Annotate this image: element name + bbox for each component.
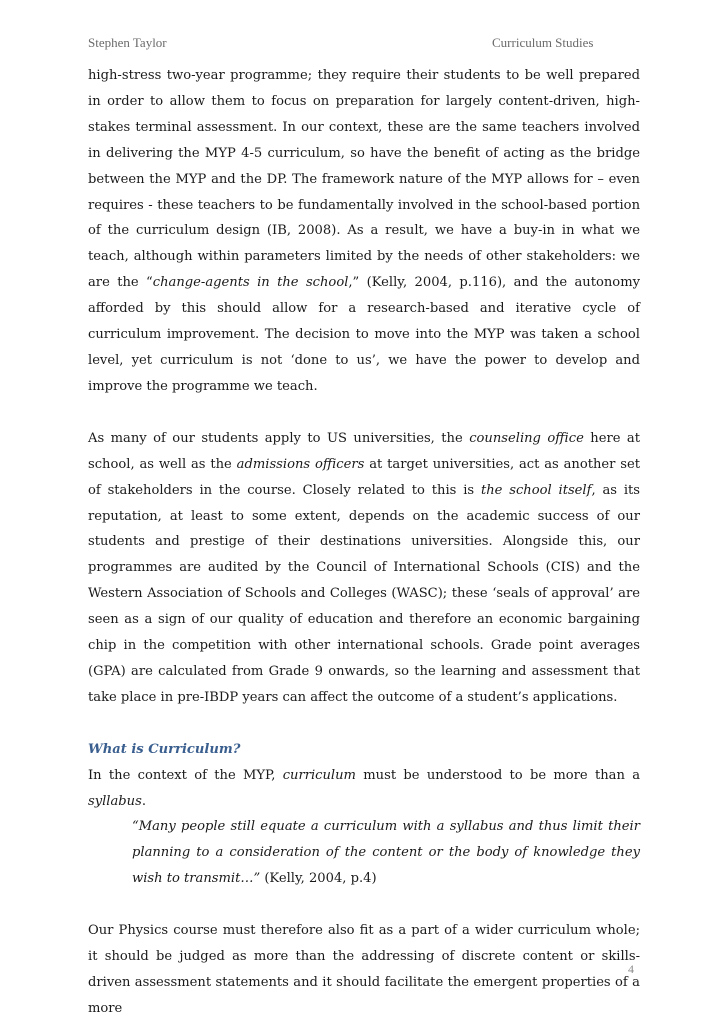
header-course-title: Curriculum Studies [492,35,594,50]
page-number: 4 [628,962,634,976]
paragraph-stakeholders-universities: As many of our students apply to US universities, the counseling office here at school, as well as the admissions officers at target universities, act as another set of stakeholders in the course. Closely related to this is the school itself, as its reputation, at least to some extent, depends on the academic success of our students and prestige of their destinations universities. Alongside this, our programmes are audited by the Council of International Schools (CIS) and the Western Association of Schools and Colleges (WASC); these ‘seals of approval’ are seen as a sign of our quality of education and therefore an economic bargaining chip in the competition with other international schools. Grade point averages (GPA) are calculated from Grade 9 onwards, so the learning and assessment that take place in pre-IBDP years can affect the outcome of a student’s applications. [88,430,640,705]
block-quote: “Many people still equate a curriculum with a syllabus and thus limit their planning to a consideration of the content or the body of knowledge they wish to transmit…” (Kelly, 2004, p.4) [132,819,640,887]
section-heading: What is Curriculum? [88,741,241,757]
paragraph-physics-course: Our Physics course must therefore also fit as a part of a wider curriculum whole; it should be judged as more than the addressing of discrete content or skills-driven assessment statements and it should facilitate the emergent properties of a more [88,923,640,1016]
document-body [88,63,640,1022]
header-author: Stephen Taylor [88,35,167,50]
paragraph-stakeholders-teachers: high-stress two-year programme; they require their students to be well prepared in order to allow them to focus on preparation for largely content-driven, high-stakes terminal assessment. In our context, these are the same teachers involved in delivering the MYP 4-5 curriculum, so have the benefit of acting as the bridge between the MYP and the DP. The framework nature of the MYP allows for – even requires - these teachers to be fundamentally involved in the school-based portion of the curriculum design (IB, 2008). As a result, we have a buy-in in what we teach, although within parameters limited by the needs of other stakeholders: we are the “change-agents in the school,” (Kelly, 2004, p.116), and the autonomy afforded by this should allow for a research-based and iterative cycle of curriculum improvement. The decision to move into the MYP was taken a school level, yet curriculum is not ‘done to us’, we have the power to develop and improve the programme we teach. [88,68,641,394]
paragraph-curriculum-definition: In the context of the MYP, curriculum must be understood to be more than a syllabus. [88,767,641,809]
